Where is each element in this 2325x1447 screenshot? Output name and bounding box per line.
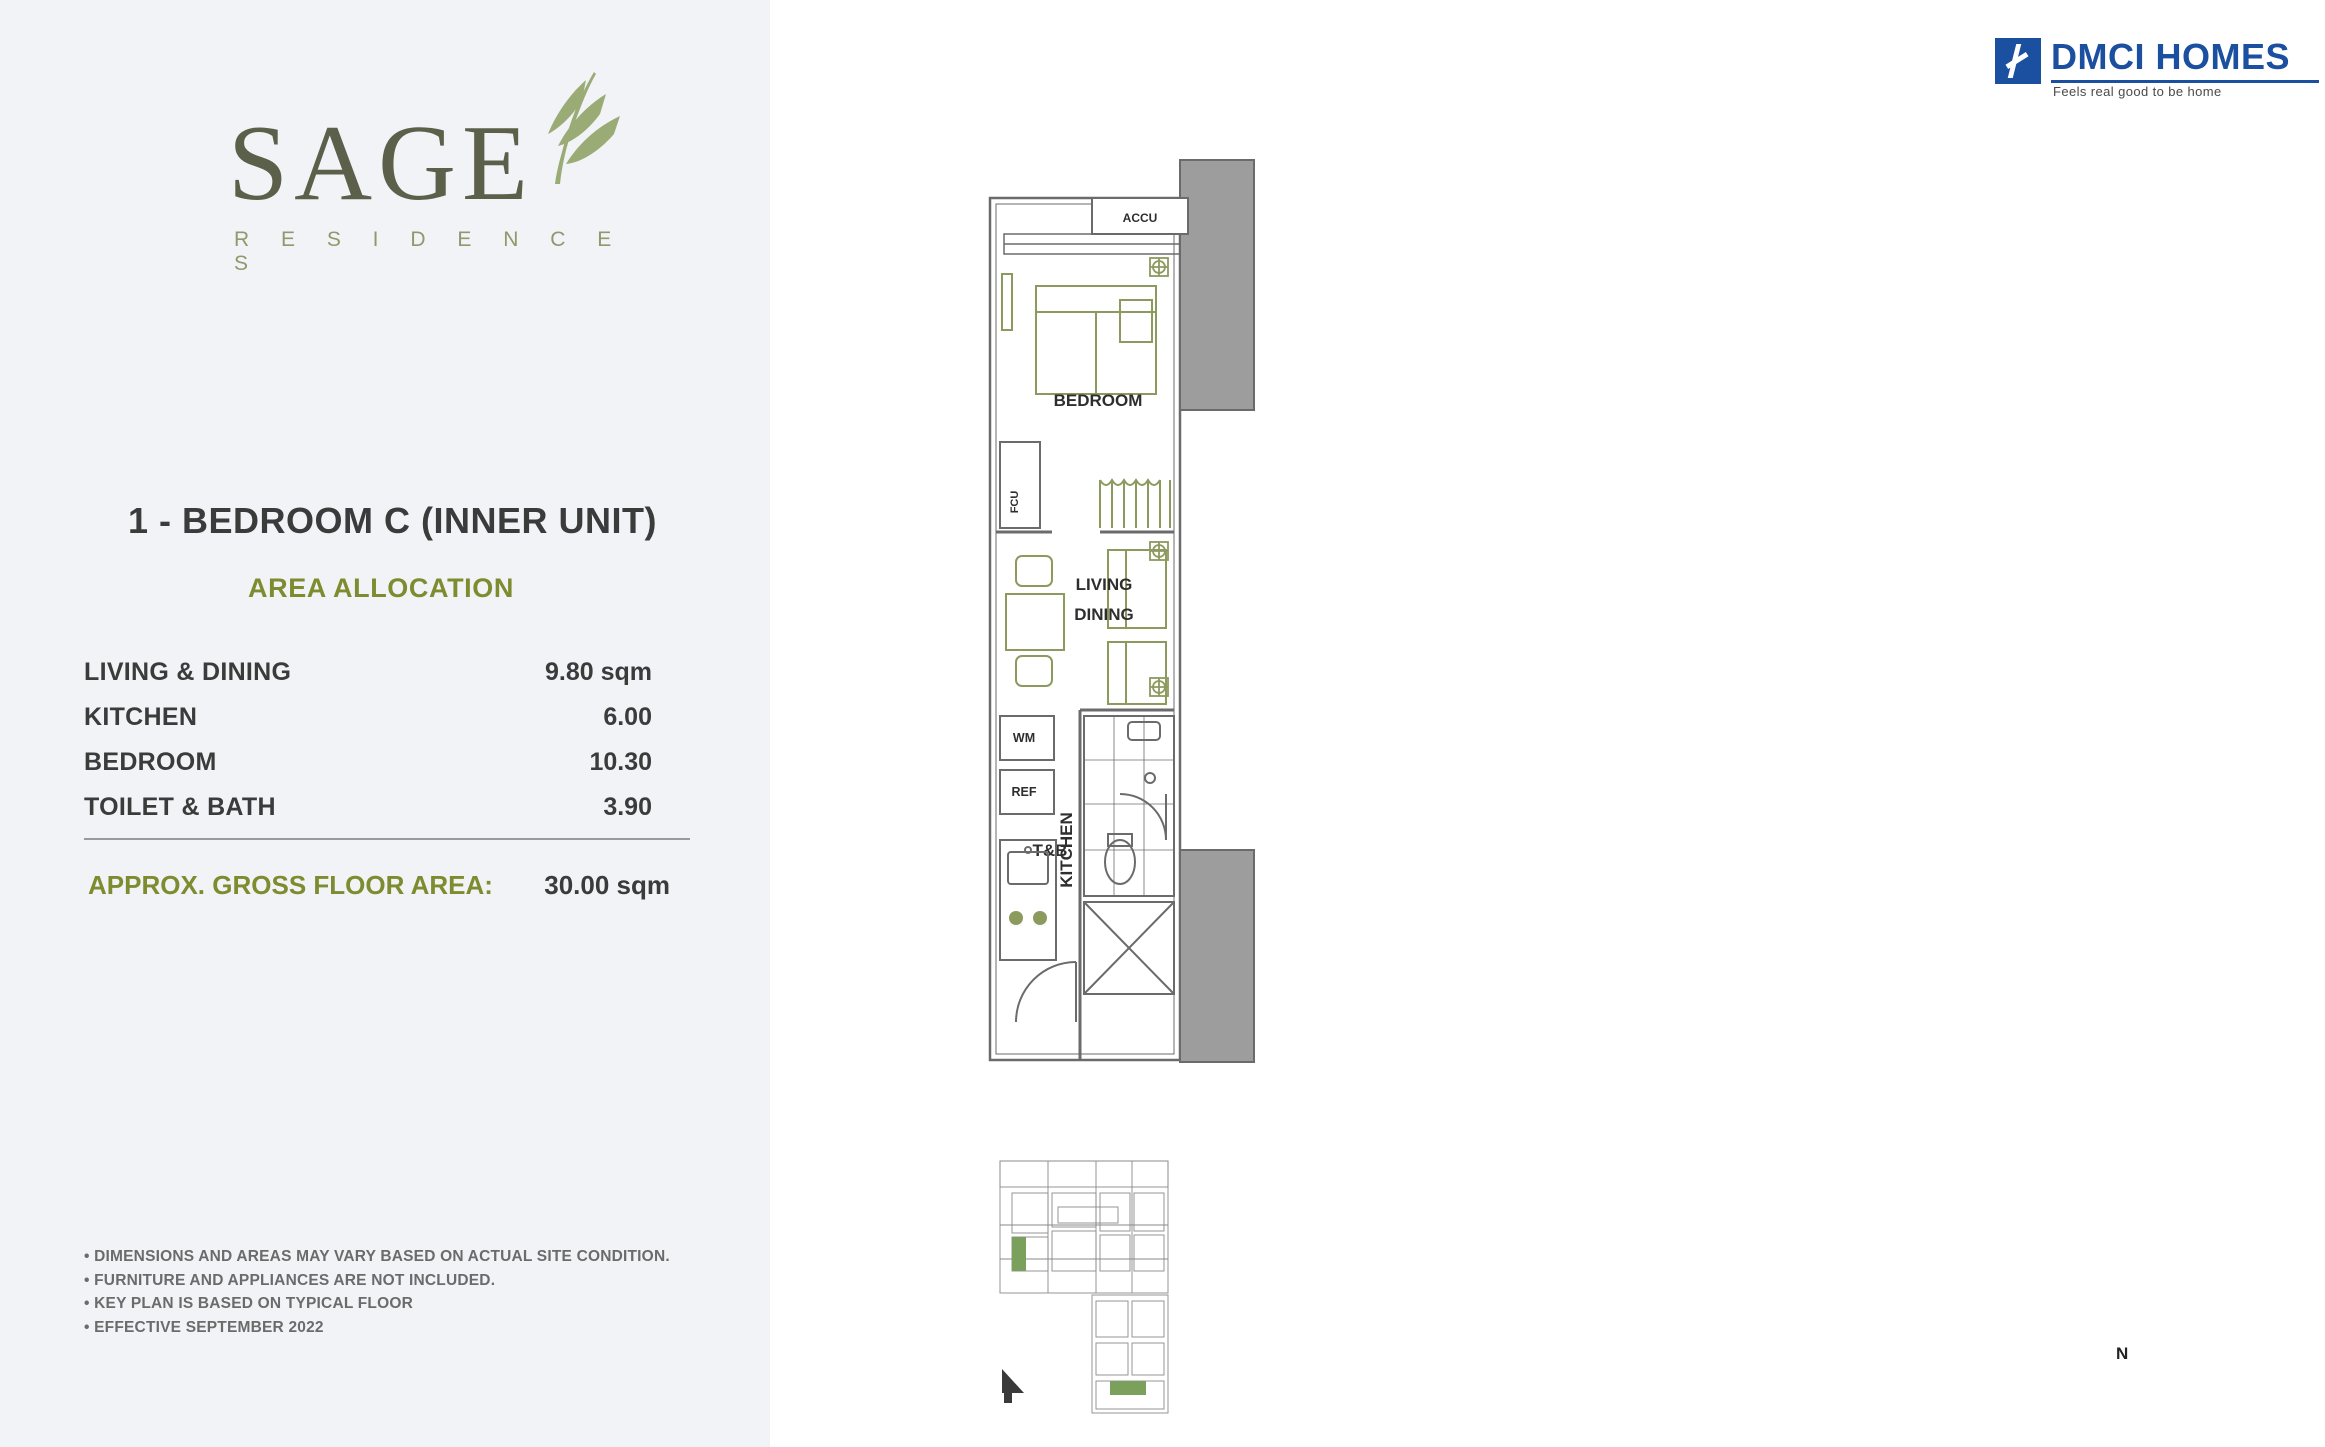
info-panel	[0, 0, 770, 1447]
area-value: 10.30	[589, 748, 652, 776]
label-living: LIVING	[1075, 575, 1133, 594]
area-label: LIVING & DINING	[84, 658, 292, 686]
north-label: N	[2116, 1344, 2129, 1363]
area-value: 9.80 sqm	[544, 658, 652, 686]
note-line: • FURNITURE AND APPLIANCES ARE NOT INCLUDED.	[84, 1271, 496, 1289]
table-row	[84, 695, 692, 740]
logo-subtitle: R E S I D E N C E S	[234, 228, 625, 275]
label-wm: WM	[1012, 731, 1036, 745]
label-tb: T&B	[1032, 841, 1068, 860]
area-value: 3.90	[603, 793, 652, 821]
logo-wordmark: SAGE	[228, 104, 535, 223]
table-row	[84, 650, 692, 695]
label-ref: REF	[1011, 785, 1037, 799]
section-title: AREA ALLOCATION	[248, 573, 514, 603]
area-value: 6.00	[603, 703, 652, 731]
gross-area-label: APPROX. GROSS FLOOR AREA:	[88, 870, 493, 900]
logo-underline	[2051, 80, 2319, 83]
note-line: • DIMENSIONS AND AREAS MAY VARY BASED ON ACTUAL SITE CONDITION.	[84, 1248, 670, 1265]
disclaimer-notes	[84, 1245, 724, 1339]
label-bedroom: BEDROOM	[1053, 391, 1143, 410]
gross-floor-area-row	[88, 870, 692, 901]
divider	[84, 838, 690, 840]
area-label: TOILET & BATH	[84, 793, 276, 821]
leaf-icon	[486, 68, 626, 188]
key-plan-drawing	[992, 1155, 1322, 1420]
label-kitchen: KITCHEN	[1057, 812, 1076, 888]
highlighted-unit	[1012, 1237, 1026, 1271]
unit-floorplan	[980, 150, 1340, 1100]
gross-area-value: 30.00 sqm	[544, 870, 670, 900]
area-label: KITCHEN	[84, 703, 198, 731]
dmci-logo	[1995, 36, 2325, 100]
note-line: • EFFECTIVE SEPTEMBER 2022	[84, 1318, 324, 1336]
note-line: • KEY PLAN IS BASED ON TYPICAL FLOOR	[84, 1295, 413, 1313]
floorplan-panel	[770, 0, 2290, 1447]
floorplan-drawing	[980, 150, 1340, 1100]
area-label: BEDROOM	[84, 748, 217, 776]
label-accu: ACCU	[1122, 211, 1158, 225]
label-dining: DINING	[1074, 605, 1134, 624]
label-fcu: FCU	[1009, 490, 1021, 514]
key-plan	[992, 1155, 1322, 1420]
north-arrow-icon	[1002, 1369, 1024, 1403]
highlighted-unit	[1110, 1381, 1146, 1395]
page-title: 1 - BEDROOM C (INNER UNIT)	[128, 500, 657, 541]
table-row	[84, 740, 692, 785]
table-row	[84, 785, 692, 830]
dmci-mark-icon	[1995, 38, 2041, 84]
dmci-tagline: Feels real good to be home	[2053, 84, 2222, 99]
area-allocation-table	[84, 650, 692, 830]
sage-logo	[228, 104, 628, 310]
dmci-name: DMCI HOMES	[2051, 36, 2290, 77]
